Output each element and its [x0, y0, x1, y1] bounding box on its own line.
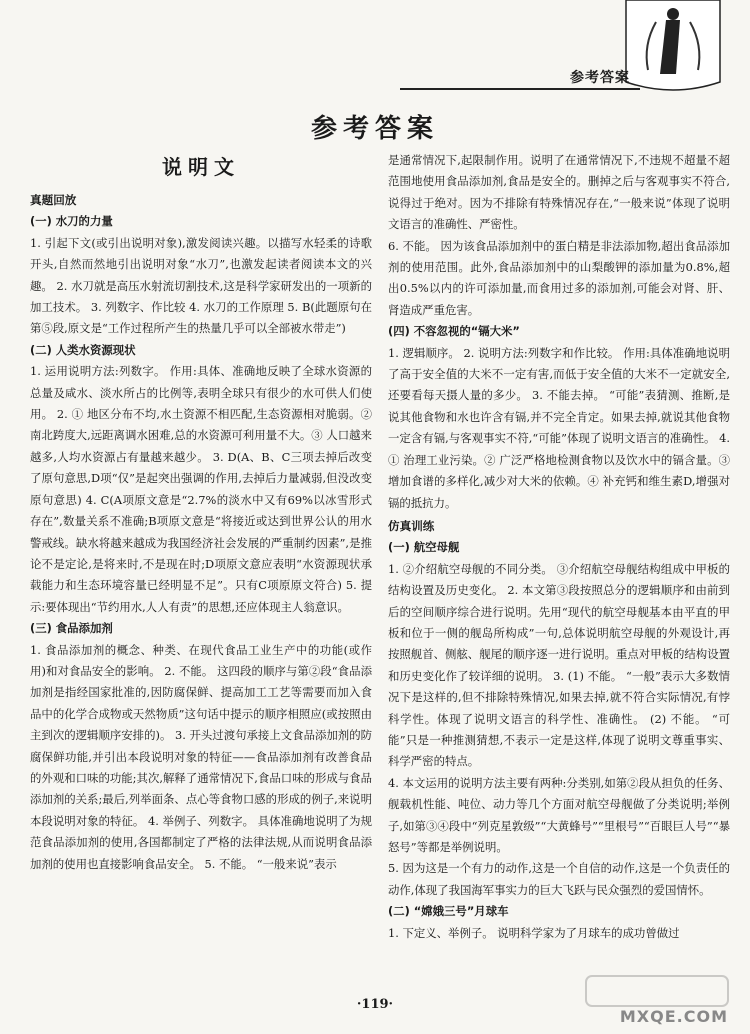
subsection-heading: (一) 航空母舰 — [388, 540, 460, 555]
subsection-heading: (一) 水刀的力量 — [30, 214, 113, 229]
answer-paragraph: 5. 因为这是一个有力的动作,这是一个自信的动作,这是一个负责任的动作,体现了我国海军事实力的巨大飞跃与民众强烈的爱国情怀。 — [388, 861, 730, 897]
page-title: 参考答案 — [310, 114, 439, 144]
page-number: ·119· — [356, 997, 394, 1012]
answer-paragraph: 1. 下定义、举例子。 说明科学家为了月球车的成功曾做过 — [388, 925, 680, 940]
answer-paragraph: 1. 食品添加剂的概念、种类、在现代食品工业生产中的功能(或作用)和对食品安全的影响。 2. 不能。 这四段的顺序与第②段“食品添加剂是指经国家批准的,因防腐保鲜、提高加工工艺等需要而加入食品中的化学合成物或天然物质”这句话中提示的顺序相照应(或按照由主到次的逻辑顺序安排的)。 3. 开头过渡句承接上文食品添加剂的防腐保鲜功能,并引出本段说明对象的特征——食品添加剂有改善食品的外观和口味的功能;其次,解释了通常情况下,食品口味的形成与食品添加剂的关系;最后,列举面条、点心等食物口感的形成的例子,来说明本段说明对象的特征。 4. 举例子、列数字。 具体准确地说明了为规范食品添加剂的使用,各国都制定了严格的法律法规,从而说明食品添加剂的使用也直接影响食品安全。 5. 不能。 “一般来说”表示 — [30, 642, 372, 871]
group-heading: 仿真训练 — [388, 518, 435, 533]
right-column — [388, 150, 730, 944]
section-title: 说明文 — [162, 155, 240, 179]
watermark-text: MXQE.COM — [619, 1007, 728, 1026]
answer-paragraph: 1. 运用说明方法:列数字。 作用:具体、准确地反映了全球水资源的总量及咸水、淡水所占的比例等,表明全球只有很少的水可供人们使用。 2. ① 地区分布不均,水土资源不相匹配,生态资源相对脆弱。② 南北跨度大,远距离调水困难,总的水资源可利用量不大。③ 人口越来越多,人均水资源占有量越来越少。 3. D(A、B、C三项去掉后改变了原句意思,D项“仅”是起突出强调的作用,去掉后力量减弱,但没改变原句意思) 4. C(A项原文意是“2.7%的淡水中又有69%以冰雪形式存在”,数量关系不准确;B项原文意是“将接近或达到世界公认的用水警戒线。缺水将越来越成为我国经济社会发展的严重制约因素”,是推论不是定论,是将来时,不是现在时;D项原文意应表明“水资源现状承载能力和生态环境容量已经明显不足”。只有C项原原文符合) 5. 提示:要体现出“节约用水,人人有责”的思想,还应体现主人翁意识。 — [30, 364, 372, 614]
answer-paragraph: 是通常情况下,起限制作用。说明了在通常情况下,不违规不超量不超范围地使用食品添加剂,食品是安全的。删掉之后与客观事实不符合,说得过于绝对。因为不排除有特殊情况存在,“一般来说”体现了说明文语言的准确性、严密性。 — [388, 153, 730, 232]
answer-paragraph: 4. 本文运用的说明方法主要有两种:分类别,如第②段从担负的任务、舰载机性能、吨位、动力等几个方面对航空母舰做了分类说明;举例子,如第③④段中“列克星敦级”“大黄蜂号”“里根号”“百眼巨人号”“暴怒号”等都是举例说明。 — [388, 775, 730, 854]
header-label: 参考答案 — [570, 70, 630, 86]
answer-paragraph: 1. 引起下文(或引出说明对象),激发阅读兴趣。以描写水轻柔的诗歌开头,自然而然地引出说明对象“水刀”,也激发起读者阅读本文的兴趣。 2. 水刀就是高压水射流切割技术,这是科学家研发出的一项新的加工技术。 3. 列数字、作比较 4. 水刀的工作原理 5. B(此题原句在第⑤段,原文是“工作过程所产生的热量几乎可以全部被水带走”) — [30, 235, 372, 336]
answer-paragraph: 1. 逻辑顺序。 2. 说明方法:列数字和作比较。 作用:具体准确地说明了高于安全值的大米不一定有害,而低于安全值的大米不一定就安全,还要看每天摄人量的多少。 3. 不能去掉。 “可能”表猜测、推断,是说其他食物和水也许含有镉,并不完全肯定。如果去掉,就说其他食物一定含有镉,与客观事实不符,“可能”体现了说明文语言的准确性。 4. ① 治理工业污染。② 广泛严格地检测食物以及饮水中的镉含量。③ 增加食谱的多样化,减少对大米的依赖。④ 补充钙和维生素D,增强对镉的抵抗力。 — [388, 345, 730, 510]
subsection-heading: (四) 不容忽视的“镉大米” — [388, 324, 520, 339]
subsection-heading: (二) “嫦娥三号”月球车 — [388, 904, 509, 919]
left-column — [30, 150, 372, 875]
group-heading: 真题回放 — [30, 193, 77, 207]
answer-paragraph: 6. 不能。 因为该食品添加剂中的蛋白精是非法添加物,超出食品添加剂的使用范围。此外,食品添加剂中的山梨酸钾的添加量为0.8%,超出0.5%以内的许可添加量,而食用过多的添加剂,可能会对肾、肝、肾造成严重危害。 — [388, 238, 730, 317]
subsection-heading: (二) 人类水资源现状 — [30, 342, 136, 357]
header-emblem — [618, 0, 728, 98]
subsection-heading: (三) 食品添加剂 — [30, 621, 113, 636]
header-rule — [400, 88, 640, 90]
answer-paragraph: 1. ②介绍航空母舰的不同分类。 ③介绍航空母舰结构组成中甲板的结构设置及历史变化。 2. 本文第③段按照总分的逻辑顺序和由前到后的空间顺序综合进行说明。先用“现代的航空母舰基本由平直的甲板和位于一侧的舰岛所构成”一句,总体说明航空母舰的外观设计,再按照舰首、侧舷、舰尾的顺序逐一进行说明。重点对甲板的结构设置和历史变化作了较详细的说明。 3. (1) 不能。 “一般”表示大多数情况下是这样的,但不排除特殊情况,如果去掉,就不符合实际情况,有悖科学性。体现了说明文语言的科学性、准确性。 (2) 不能。 “可能”只是一种推测猜想,不表示一定是这样,体现了说明文尊重事实、科学严密的特点。 — [388, 561, 730, 769]
